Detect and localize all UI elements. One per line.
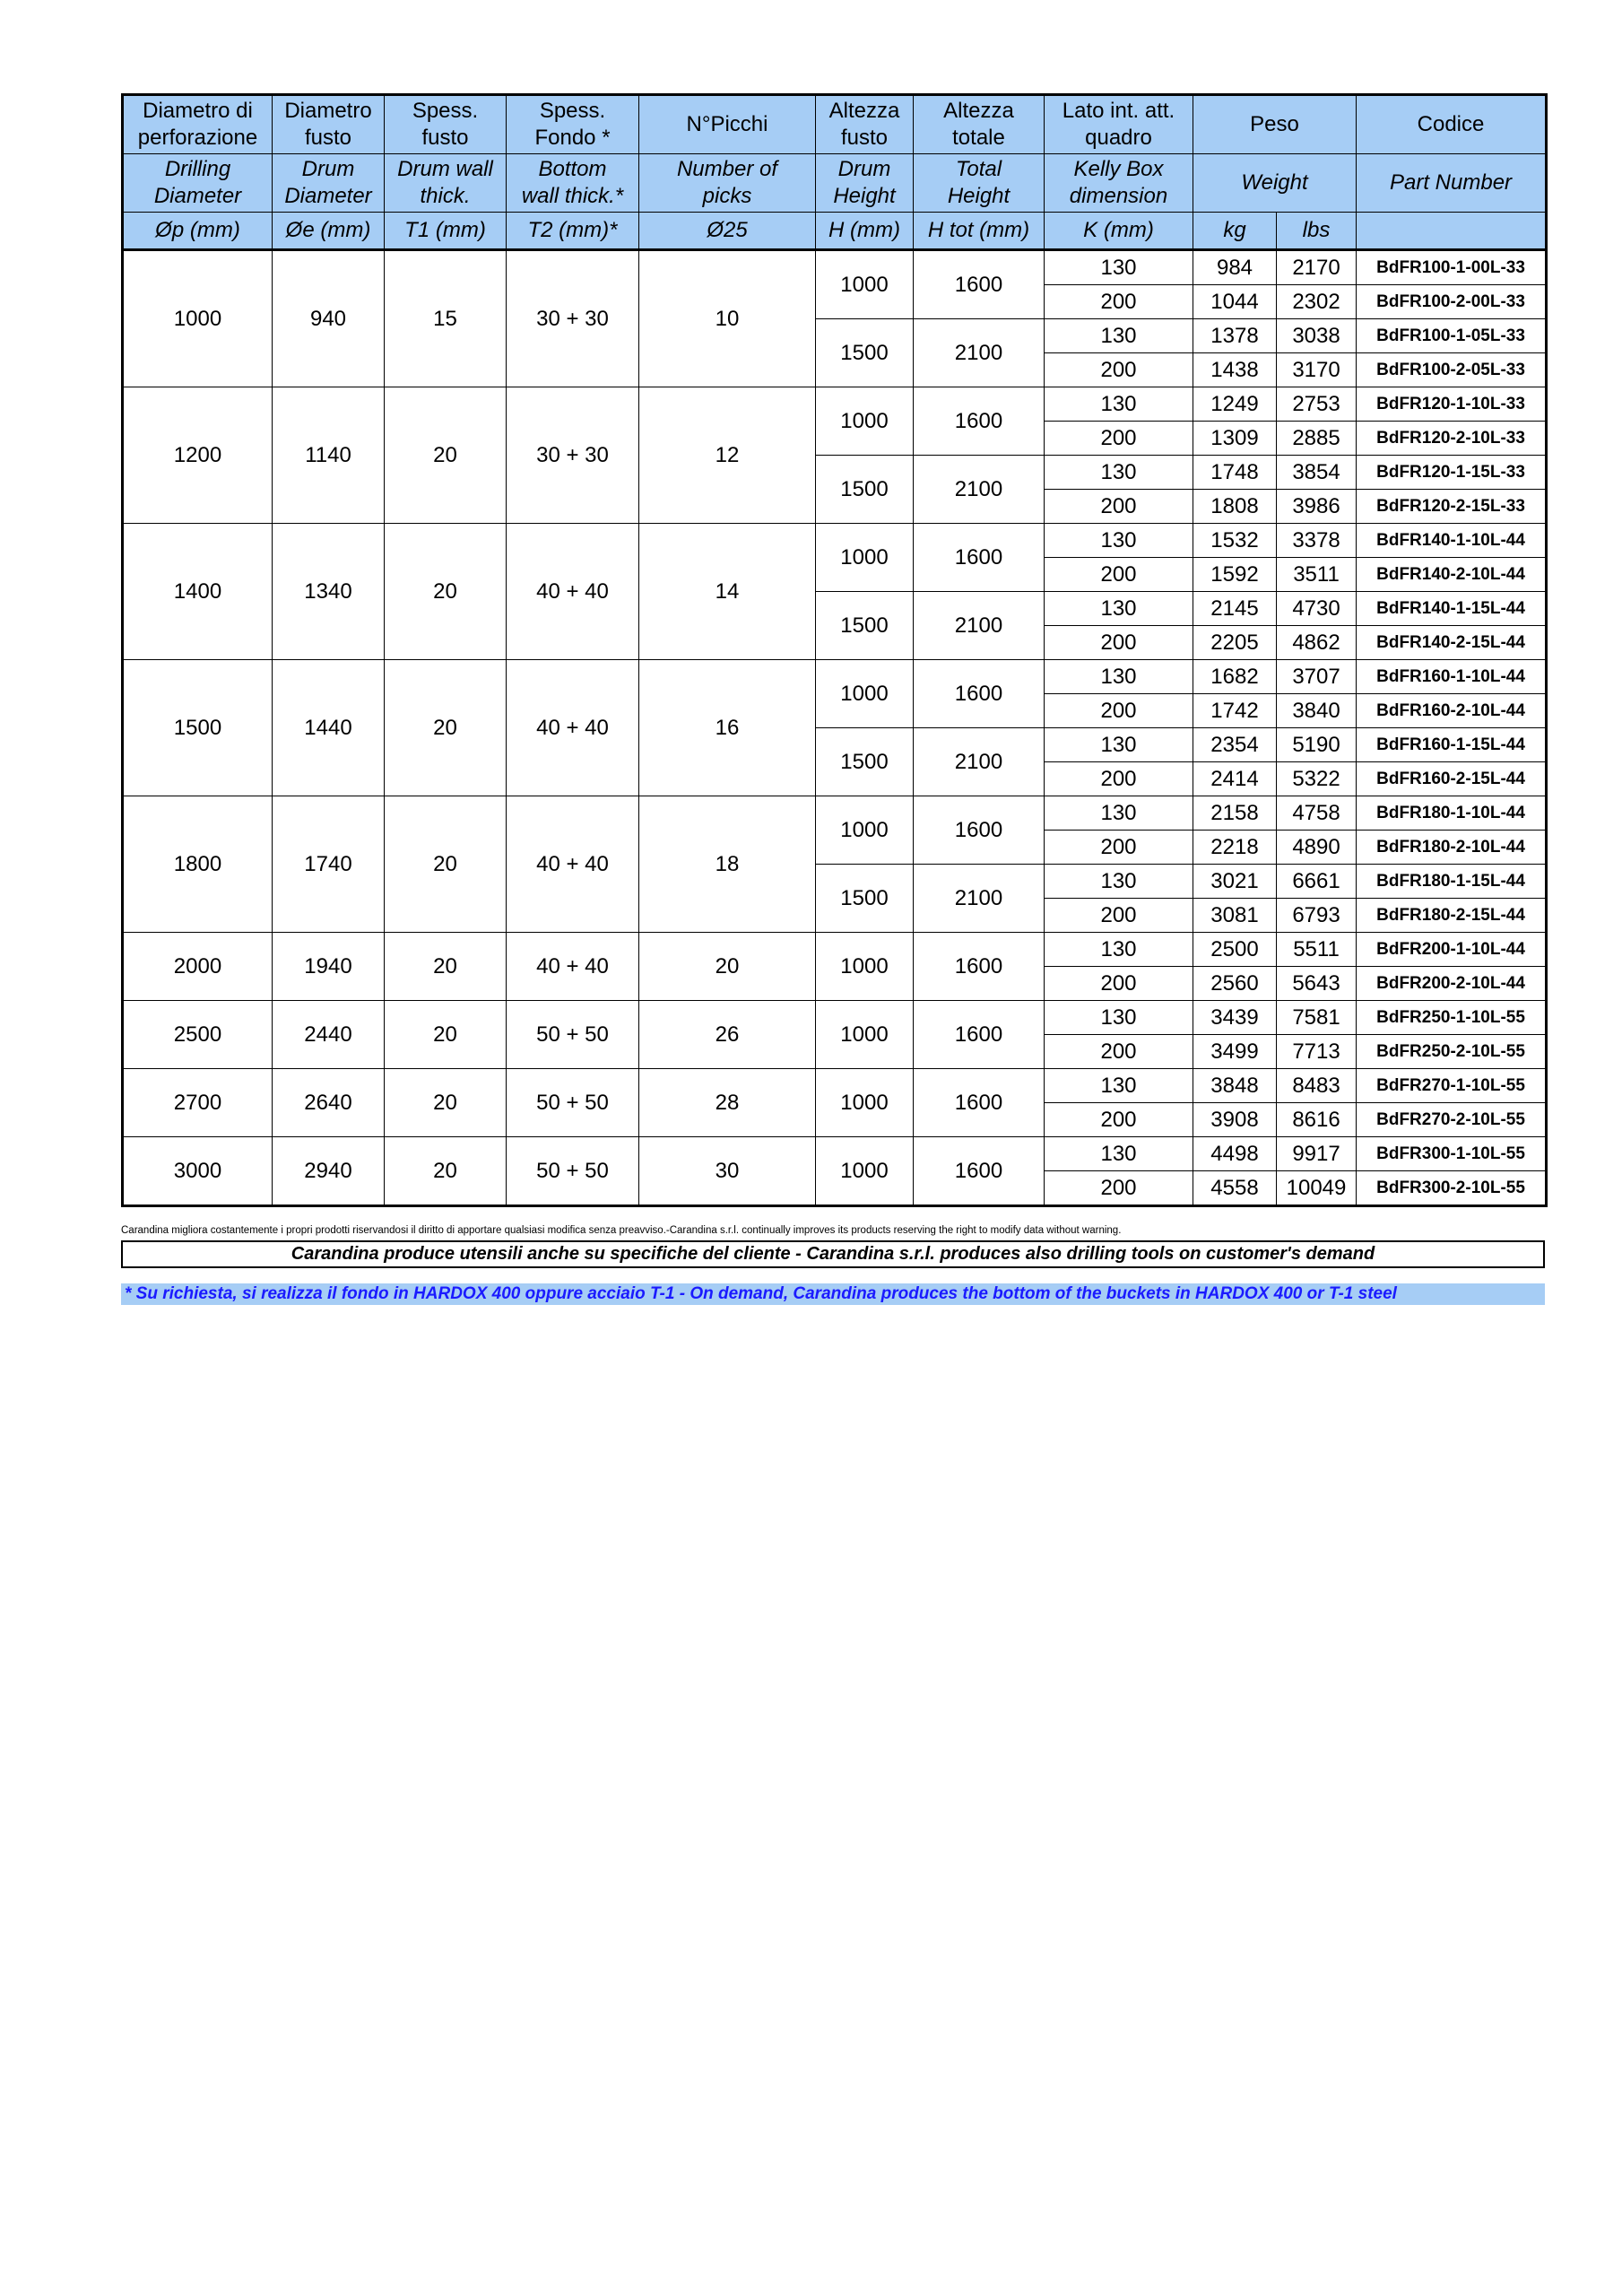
part-number-cell: BdFR100-1-05L-33 bbox=[1357, 319, 1547, 353]
hdr-sym-lbs: lbs bbox=[1277, 213, 1357, 250]
table-row bbox=[123, 1001, 1547, 1035]
hdr-sym-code bbox=[1357, 213, 1547, 250]
weight-lbs-cell: 3854 bbox=[1277, 456, 1357, 490]
kelly-box-cell: 200 bbox=[1045, 285, 1193, 319]
bottom-wall-cell: 40 + 40 bbox=[507, 524, 639, 660]
hdr-en-kelly: Kelly Box dimension bbox=[1045, 154, 1193, 213]
picks-cell: 18 bbox=[639, 796, 816, 933]
weight-lbs-cell: 9917 bbox=[1277, 1137, 1357, 1171]
part-number-cell: BdFR140-1-10L-44 bbox=[1357, 524, 1547, 558]
weight-lbs-cell: 3378 bbox=[1277, 524, 1357, 558]
weight-lbs-cell: 8483 bbox=[1277, 1069, 1357, 1103]
total-height-cell: 1600 bbox=[914, 524, 1045, 592]
kelly-box-cell: 130 bbox=[1045, 592, 1193, 626]
picks-cell: 20 bbox=[639, 933, 816, 1001]
hdr-sym-kelly: K (mm) bbox=[1045, 213, 1193, 250]
total-height-cell: 2100 bbox=[914, 456, 1045, 524]
weight-kg-cell: 1044 bbox=[1193, 285, 1277, 319]
drilling-diameter-cell: 1500 bbox=[123, 660, 273, 796]
kelly-box-cell: 200 bbox=[1045, 899, 1193, 933]
part-number-cell: BdFR140-2-10L-44 bbox=[1357, 558, 1547, 592]
drum-diameter-cell: 2640 bbox=[273, 1069, 385, 1137]
part-number-cell: BdFR160-2-15L-44 bbox=[1357, 762, 1547, 796]
hdr-it-drum: Diametro fusto bbox=[273, 95, 385, 154]
table-header bbox=[123, 95, 1547, 250]
table-body bbox=[123, 250, 1547, 1206]
table-row bbox=[123, 387, 1547, 422]
hdr-it-t1: Spess. fusto bbox=[385, 95, 507, 154]
hdr-en-t2: Bottom wall thick.* bbox=[507, 154, 639, 213]
drum-diameter-cell: 1740 bbox=[273, 796, 385, 933]
hdr-en-total-height: Total Height bbox=[914, 154, 1045, 213]
table-row bbox=[123, 796, 1547, 831]
bottom-wall-cell: 50 + 50 bbox=[507, 1137, 639, 1206]
custom-demand-note: Carandina produce utensili anche su specifiche del cliente - Carandina s.r.l. produces also drilling tools on customer's demand bbox=[121, 1240, 1545, 1268]
drilling-diameter-cell: 1200 bbox=[123, 387, 273, 524]
part-number-cell: BdFR120-2-10L-33 bbox=[1357, 422, 1547, 456]
weight-kg-cell: 1532 bbox=[1193, 524, 1277, 558]
part-number-cell: BdFR100-2-00L-33 bbox=[1357, 285, 1547, 319]
part-number-cell: BdFR160-2-10L-44 bbox=[1357, 694, 1547, 728]
total-height-cell: 1600 bbox=[914, 933, 1045, 1001]
weight-lbs-cell: 5511 bbox=[1277, 933, 1357, 967]
weight-lbs-cell: 4758 bbox=[1277, 796, 1357, 831]
total-height-cell: 1600 bbox=[914, 250, 1045, 319]
weight-lbs-cell: 5643 bbox=[1277, 967, 1357, 1001]
kelly-box-cell: 200 bbox=[1045, 831, 1193, 865]
drum-wall-cell: 20 bbox=[385, 524, 507, 660]
weight-kg-cell: 2145 bbox=[1193, 592, 1277, 626]
hdr-sym-t2: T2 (mm)* bbox=[507, 213, 639, 250]
total-height-cell: 1600 bbox=[914, 1137, 1045, 1206]
kelly-box-cell: 130 bbox=[1045, 933, 1193, 967]
part-number-cell: BdFR140-1-15L-44 bbox=[1357, 592, 1547, 626]
weight-lbs-cell: 3170 bbox=[1277, 353, 1357, 387]
header-row-symbols bbox=[123, 213, 1547, 250]
part-number-cell: BdFR270-1-10L-55 bbox=[1357, 1069, 1547, 1103]
weight-lbs-cell: 2302 bbox=[1277, 285, 1357, 319]
kelly-box-cell: 130 bbox=[1045, 387, 1193, 422]
total-height-cell: 2100 bbox=[914, 865, 1045, 933]
part-number-cell: BdFR120-2-15L-33 bbox=[1357, 490, 1547, 524]
drum-wall-cell: 20 bbox=[385, 796, 507, 933]
hdr-it-picks: N°Picchi bbox=[639, 95, 816, 154]
hdr-sym-drilling: Øp (mm) bbox=[123, 213, 273, 250]
bottom-wall-cell: 30 + 30 bbox=[507, 387, 639, 524]
hdr-en-code: Part Number bbox=[1357, 154, 1547, 213]
drum-height-cell: 1500 bbox=[816, 456, 914, 524]
weight-lbs-cell: 4862 bbox=[1277, 626, 1357, 660]
drilling-diameter-cell: 1400 bbox=[123, 524, 273, 660]
total-height-cell: 1600 bbox=[914, 387, 1045, 456]
weight-kg-cell: 1682 bbox=[1193, 660, 1277, 694]
weight-kg-cell: 4558 bbox=[1193, 1171, 1277, 1206]
kelly-box-cell: 130 bbox=[1045, 728, 1193, 762]
weight-kg-cell: 2205 bbox=[1193, 626, 1277, 660]
part-number-cell: BdFR180-1-15L-44 bbox=[1357, 865, 1547, 899]
part-number-cell: BdFR180-2-15L-44 bbox=[1357, 899, 1547, 933]
part-number-cell: BdFR180-2-10L-44 bbox=[1357, 831, 1547, 865]
weight-lbs-cell: 3840 bbox=[1277, 694, 1357, 728]
part-number-cell: BdFR250-2-10L-55 bbox=[1357, 1035, 1547, 1069]
bottom-wall-cell: 50 + 50 bbox=[507, 1069, 639, 1137]
bucket-spec-table bbox=[121, 93, 1548, 1207]
hdr-sym-t1: T1 (mm) bbox=[385, 213, 507, 250]
drum-height-cell: 1000 bbox=[816, 524, 914, 592]
hdr-sym-drum-height: H (mm) bbox=[816, 213, 914, 250]
drum-height-cell: 1000 bbox=[816, 1069, 914, 1137]
drilling-diameter-cell: 1000 bbox=[123, 250, 273, 387]
weight-kg-cell: 1592 bbox=[1193, 558, 1277, 592]
total-height-cell: 1600 bbox=[914, 1069, 1045, 1137]
drum-height-cell: 1000 bbox=[816, 1137, 914, 1206]
weight-lbs-cell: 2885 bbox=[1277, 422, 1357, 456]
bottom-wall-cell: 40 + 40 bbox=[507, 933, 639, 1001]
bottom-wall-cell: 50 + 50 bbox=[507, 1001, 639, 1069]
hdr-en-picks: Number of picks bbox=[639, 154, 816, 213]
kelly-box-cell: 200 bbox=[1045, 626, 1193, 660]
weight-lbs-cell: 8616 bbox=[1277, 1103, 1357, 1137]
hdr-sym-kg: kg bbox=[1193, 213, 1277, 250]
weight-kg-cell: 4498 bbox=[1193, 1137, 1277, 1171]
drum-wall-cell: 15 bbox=[385, 250, 507, 387]
weight-kg-cell: 2354 bbox=[1193, 728, 1277, 762]
weight-kg-cell: 3908 bbox=[1193, 1103, 1277, 1137]
table-row bbox=[123, 933, 1547, 967]
weight-lbs-cell: 4890 bbox=[1277, 831, 1357, 865]
kelly-box-cell: 130 bbox=[1045, 796, 1193, 831]
drum-wall-cell: 20 bbox=[385, 1069, 507, 1137]
table-row bbox=[123, 1069, 1547, 1103]
part-number-cell: BdFR120-1-10L-33 bbox=[1357, 387, 1547, 422]
bottom-wall-cell: 40 + 40 bbox=[507, 796, 639, 933]
table-row bbox=[123, 524, 1547, 558]
hdr-it-total-height: Altezza totale bbox=[914, 95, 1045, 154]
drum-diameter-cell: 1140 bbox=[273, 387, 385, 524]
weight-kg-cell: 2218 bbox=[1193, 831, 1277, 865]
picks-cell: 30 bbox=[639, 1137, 816, 1206]
kelly-box-cell: 200 bbox=[1045, 490, 1193, 524]
bottom-wall-cell: 30 + 30 bbox=[507, 250, 639, 387]
weight-lbs-cell: 2753 bbox=[1277, 387, 1357, 422]
weight-kg-cell: 1378 bbox=[1193, 319, 1277, 353]
drum-diameter-cell: 940 bbox=[273, 250, 385, 387]
kelly-box-cell: 130 bbox=[1045, 319, 1193, 353]
weight-lbs-cell: 3511 bbox=[1277, 558, 1357, 592]
drilling-diameter-cell: 1800 bbox=[123, 796, 273, 933]
hdr-en-weight: Weight bbox=[1193, 154, 1357, 213]
drum-wall-cell: 20 bbox=[385, 1137, 507, 1206]
drum-height-cell: 1000 bbox=[816, 933, 914, 1001]
part-number-cell: BdFR250-1-10L-55 bbox=[1357, 1001, 1547, 1035]
hdr-en-drilling: Drilling Diameter bbox=[123, 154, 273, 213]
drum-height-cell: 1000 bbox=[816, 660, 914, 728]
part-number-cell: BdFR160-1-15L-44 bbox=[1357, 728, 1547, 762]
part-number-cell: BdFR100-1-00L-33 bbox=[1357, 250, 1547, 285]
weight-kg-cell: 1742 bbox=[1193, 694, 1277, 728]
weight-kg-cell: 1309 bbox=[1193, 422, 1277, 456]
total-height-cell: 1600 bbox=[914, 796, 1045, 865]
kelly-box-cell: 130 bbox=[1045, 1137, 1193, 1171]
hdr-en-drum: Drum Diameter bbox=[273, 154, 385, 213]
drum-diameter-cell: 2940 bbox=[273, 1137, 385, 1206]
bottom-wall-cell: 40 + 40 bbox=[507, 660, 639, 796]
part-number-cell: BdFR160-1-10L-44 bbox=[1357, 660, 1547, 694]
weight-lbs-cell: 7713 bbox=[1277, 1035, 1357, 1069]
picks-cell: 10 bbox=[639, 250, 816, 387]
kelly-box-cell: 130 bbox=[1045, 865, 1193, 899]
total-height-cell: 2100 bbox=[914, 592, 1045, 660]
hdr-it-code: Codice bbox=[1357, 95, 1547, 154]
part-number-cell: BdFR100-2-05L-33 bbox=[1357, 353, 1547, 387]
weight-lbs-cell: 4730 bbox=[1277, 592, 1357, 626]
hdr-it-kelly: Lato int. att. quadro bbox=[1045, 95, 1193, 154]
drum-diameter-cell: 1940 bbox=[273, 933, 385, 1001]
part-number-cell: BdFR300-1-10L-55 bbox=[1357, 1137, 1547, 1171]
header-row-english bbox=[123, 154, 1547, 213]
drum-height-cell: 1500 bbox=[816, 728, 914, 796]
weight-kg-cell: 2414 bbox=[1193, 762, 1277, 796]
drum-height-cell: 1500 bbox=[816, 319, 914, 387]
weight-lbs-cell: 6793 bbox=[1277, 899, 1357, 933]
weight-lbs-cell: 3707 bbox=[1277, 660, 1357, 694]
picks-cell: 28 bbox=[639, 1069, 816, 1137]
drum-height-cell: 1000 bbox=[816, 796, 914, 865]
weight-kg-cell: 984 bbox=[1193, 250, 1277, 285]
table-row bbox=[123, 660, 1547, 694]
hdr-it-t2: Spess. Fondo * bbox=[507, 95, 639, 154]
picks-cell: 16 bbox=[639, 660, 816, 796]
weight-kg-cell: 3848 bbox=[1193, 1069, 1277, 1103]
drilling-diameter-cell: 2700 bbox=[123, 1069, 273, 1137]
hdr-en-drum-height: Drum Height bbox=[816, 154, 914, 213]
weight-kg-cell: 2158 bbox=[1193, 796, 1277, 831]
hdr-it-weight: Peso bbox=[1193, 95, 1357, 154]
weight-lbs-cell: 3986 bbox=[1277, 490, 1357, 524]
total-height-cell: 1600 bbox=[914, 660, 1045, 728]
table-row bbox=[123, 1137, 1547, 1171]
kelly-box-cell: 200 bbox=[1045, 1035, 1193, 1069]
drum-wall-cell: 20 bbox=[385, 660, 507, 796]
drum-wall-cell: 20 bbox=[385, 1001, 507, 1069]
part-number-cell: BdFR200-2-10L-44 bbox=[1357, 967, 1547, 1001]
drilling-diameter-cell: 3000 bbox=[123, 1137, 273, 1206]
kelly-box-cell: 130 bbox=[1045, 1001, 1193, 1035]
weight-kg-cell: 1748 bbox=[1193, 456, 1277, 490]
kelly-box-cell: 200 bbox=[1045, 1171, 1193, 1206]
weight-lbs-cell: 6661 bbox=[1277, 865, 1357, 899]
drum-height-cell: 1000 bbox=[816, 387, 914, 456]
drum-height-cell: 1000 bbox=[816, 1001, 914, 1069]
weight-kg-cell: 3439 bbox=[1193, 1001, 1277, 1035]
hardox-footnote: * Su richiesta, si realizza il fondo in HARDOX 400 oppure acciaio T-1 - On demand, Carandina produces the bottom of the buckets in HARDOX 400 or T-1 steel bbox=[121, 1283, 1545, 1305]
total-height-cell: 2100 bbox=[914, 319, 1045, 387]
kelly-box-cell: 130 bbox=[1045, 250, 1193, 285]
kelly-box-cell: 200 bbox=[1045, 558, 1193, 592]
total-height-cell: 2100 bbox=[914, 728, 1045, 796]
drum-diameter-cell: 1340 bbox=[273, 524, 385, 660]
hdr-it-drilling: Diametro di perforazione bbox=[123, 95, 273, 154]
drum-diameter-cell: 1440 bbox=[273, 660, 385, 796]
weight-lbs-cell: 3038 bbox=[1277, 319, 1357, 353]
picks-cell: 26 bbox=[639, 1001, 816, 1069]
hdr-sym-picks: Ø25 bbox=[639, 213, 816, 250]
hdr-en-t1: Drum wall thick. bbox=[385, 154, 507, 213]
part-number-cell: BdFR120-1-15L-33 bbox=[1357, 456, 1547, 490]
kelly-box-cell: 200 bbox=[1045, 967, 1193, 1001]
drilling-diameter-cell: 2000 bbox=[123, 933, 273, 1001]
kelly-box-cell: 200 bbox=[1045, 353, 1193, 387]
kelly-box-cell: 200 bbox=[1045, 1103, 1193, 1137]
weight-kg-cell: 2500 bbox=[1193, 933, 1277, 967]
weight-kg-cell: 3081 bbox=[1193, 899, 1277, 933]
picks-cell: 14 bbox=[639, 524, 816, 660]
weight-lbs-cell: 10049 bbox=[1277, 1171, 1357, 1206]
weight-kg-cell: 3021 bbox=[1193, 865, 1277, 899]
drum-wall-cell: 20 bbox=[385, 933, 507, 1001]
picks-cell: 12 bbox=[639, 387, 816, 524]
kelly-box-cell: 130 bbox=[1045, 660, 1193, 694]
weight-kg-cell: 1249 bbox=[1193, 387, 1277, 422]
part-number-cell: BdFR180-1-10L-44 bbox=[1357, 796, 1547, 831]
kelly-box-cell: 200 bbox=[1045, 762, 1193, 796]
drum-diameter-cell: 2440 bbox=[273, 1001, 385, 1069]
weight-kg-cell: 2560 bbox=[1193, 967, 1277, 1001]
kelly-box-cell: 130 bbox=[1045, 456, 1193, 490]
weight-kg-cell: 3499 bbox=[1193, 1035, 1277, 1069]
part-number-cell: BdFR140-2-15L-44 bbox=[1357, 626, 1547, 660]
weight-lbs-cell: 5190 bbox=[1277, 728, 1357, 762]
kelly-box-cell: 200 bbox=[1045, 694, 1193, 728]
kelly-box-cell: 200 bbox=[1045, 422, 1193, 456]
part-number-cell: BdFR300-2-10L-55 bbox=[1357, 1171, 1547, 1206]
part-number-cell: BdFR270-2-10L-55 bbox=[1357, 1103, 1547, 1137]
hdr-sym-drum: Øe (mm) bbox=[273, 213, 385, 250]
drum-height-cell: 1500 bbox=[816, 865, 914, 933]
drum-height-cell: 1000 bbox=[816, 250, 914, 319]
total-height-cell: 1600 bbox=[914, 1001, 1045, 1069]
table-row bbox=[123, 250, 1547, 285]
part-number-cell: BdFR200-1-10L-44 bbox=[1357, 933, 1547, 967]
hdr-sym-total-height: H tot (mm) bbox=[914, 213, 1045, 250]
weight-kg-cell: 1808 bbox=[1193, 490, 1277, 524]
header-row-italian bbox=[123, 95, 1547, 154]
drum-wall-cell: 20 bbox=[385, 387, 507, 524]
disclaimer-notice: Carandina migliora costantemente i propri prodotti riservandosi il diritto di apportare qualsiasi modifica senza preavviso.-Carandina s.r.l. continually improves its products reserving the right to modify data without warning. bbox=[121, 1225, 1122, 1236]
drilling-diameter-cell: 2500 bbox=[123, 1001, 273, 1069]
drum-height-cell: 1500 bbox=[816, 592, 914, 660]
weight-kg-cell: 1438 bbox=[1193, 353, 1277, 387]
kelly-box-cell: 130 bbox=[1045, 1069, 1193, 1103]
kelly-box-cell: 130 bbox=[1045, 524, 1193, 558]
weight-lbs-cell: 5322 bbox=[1277, 762, 1357, 796]
weight-lbs-cell: 2170 bbox=[1277, 250, 1357, 285]
weight-lbs-cell: 7581 bbox=[1277, 1001, 1357, 1035]
hdr-it-drum-height: Altezza fusto bbox=[816, 95, 914, 154]
